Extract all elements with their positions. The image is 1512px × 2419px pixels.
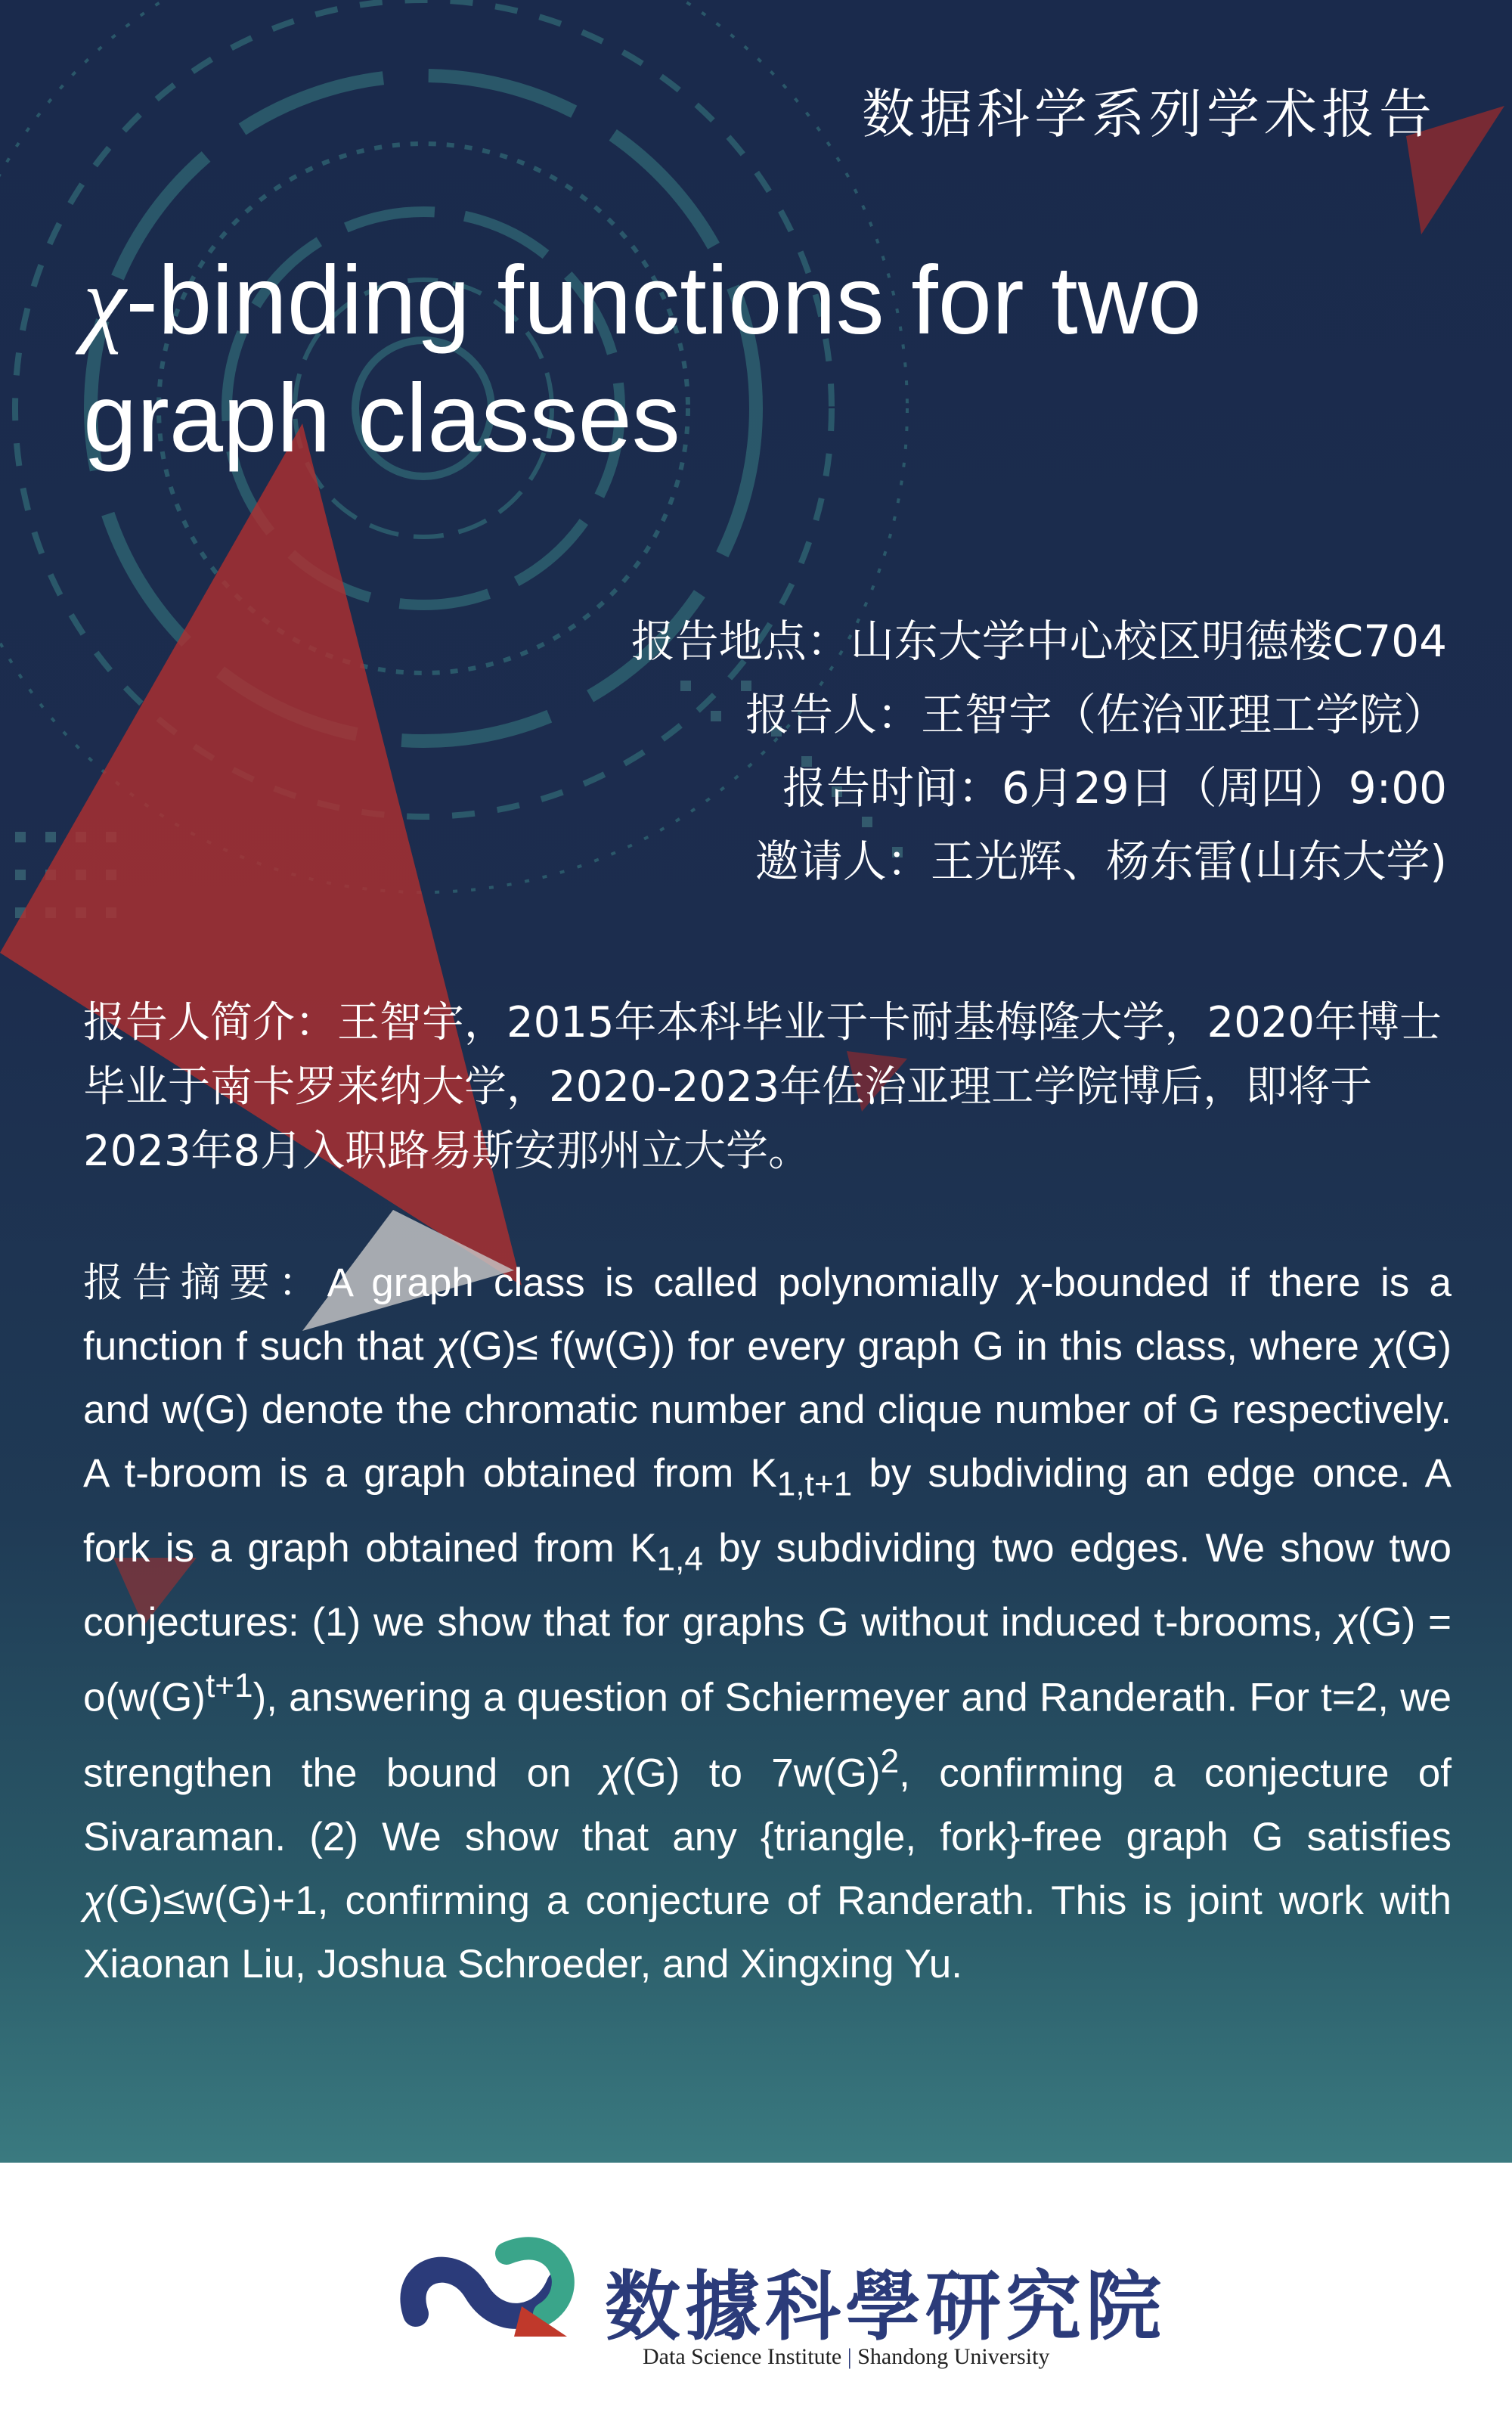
abstract-text: (G) to 7w(G) bbox=[621, 1751, 881, 1796]
abstract-text: (G) and w(G) denote the chromatic number and clique number of G respectively. A t-broom is a graph obtained from K bbox=[83, 1324, 1452, 1496]
talk-location: 报告地点：山东大学中心校区明德楼C704 bbox=[631, 616, 1447, 667]
abstract-text: (G)≤ f(w(G)) for every graph G in this class, where bbox=[458, 1324, 1372, 1369]
abstract-text: ), answering a question of Schiermeyer and Randerath. For t=2, we strengthen the bound on bbox=[83, 1675, 1452, 1796]
talk-host: 邀请人：王光辉、杨东雷(山东大学) bbox=[754, 836, 1447, 887]
subscript: 1,t+1 bbox=[776, 1465, 853, 1503]
institute-name-cn: 数據科學研究院 bbox=[605, 2262, 1166, 2351]
abstract-text: A graph class is called polynomially bbox=[327, 1261, 1019, 1305]
title-line1: -binding functions for two bbox=[125, 247, 1202, 355]
abstract-text: (G) = o(w(G) bbox=[83, 1600, 1452, 1720]
institute-name-en bbox=[643, 2344, 1049, 2370]
institute-name-en-right: Shandong University bbox=[857, 2344, 1050, 2369]
title-line2: graph classes bbox=[83, 364, 680, 473]
chi-symbol: χ bbox=[436, 1324, 459, 1369]
superscript: t+1 bbox=[205, 1667, 253, 1705]
abstract-text: by subdividing an edge once. A fork is a graph obtained from K bbox=[83, 1451, 1452, 1571]
chi-symbol: χ bbox=[600, 1751, 622, 1796]
talk-speaker: 报告人：王智宇（佐治亚理工学院） bbox=[745, 689, 1447, 740]
speaker-intro: 报告人简介：王智宇，2015年本科毕业于卡耐基梅隆大学，2020年博士毕业于南卡罗来纳大学，2020-2023年佐治亚理工学院博后，即将于2023年8月入职路易斯安那州立大学。 bbox=[83, 998, 1442, 1176]
footer bbox=[0, 2163, 1512, 2419]
chi-symbol: χ bbox=[1371, 1324, 1394, 1369]
chi-symbol: χ bbox=[83, 247, 126, 355]
institute-name-en-left: Data Science Institute bbox=[643, 2344, 842, 2369]
chi-symbol: χ bbox=[1335, 1600, 1358, 1645]
series-label: 数据科学系列学术报告 bbox=[862, 83, 1436, 145]
institute-logo-icon bbox=[393, 2223, 590, 2352]
abstract-text: by subdividing two edges. We show two conjectures: (1) we show that for graphs G without induced t-brooms, bbox=[83, 1525, 1452, 1645]
talk-time: 报告时间：6月29日（周四）9:00 bbox=[782, 762, 1447, 814]
abstract-text: -bounded if there is a function f such that bbox=[83, 1261, 1452, 1369]
abstract-label: 报告摘要： bbox=[83, 1260, 327, 1306]
talk-info bbox=[631, 605, 1447, 898]
talk-abstract bbox=[83, 1251, 1452, 1996]
abstract-text: (G)≤w(G)+1, confirming a conjecture of Randerath. This is joint work with Xiaonan Liu, Joshua Schroeder, and Xingxing Yu. bbox=[83, 1878, 1452, 1986]
chi-symbol: χ bbox=[83, 1878, 105, 1923]
institute-name-separator: | bbox=[847, 2344, 852, 2369]
superscript: 2 bbox=[880, 1742, 900, 1780]
abstract-text: , confirming a conjecture of Sivaraman. (2) We show that any {triangle, fork}-free graph G satisfies bbox=[83, 1751, 1452, 1859]
chi-symbol: χ bbox=[1018, 1261, 1041, 1305]
subscript: 1,4 bbox=[656, 1540, 703, 1578]
talk-title bbox=[83, 242, 1459, 477]
